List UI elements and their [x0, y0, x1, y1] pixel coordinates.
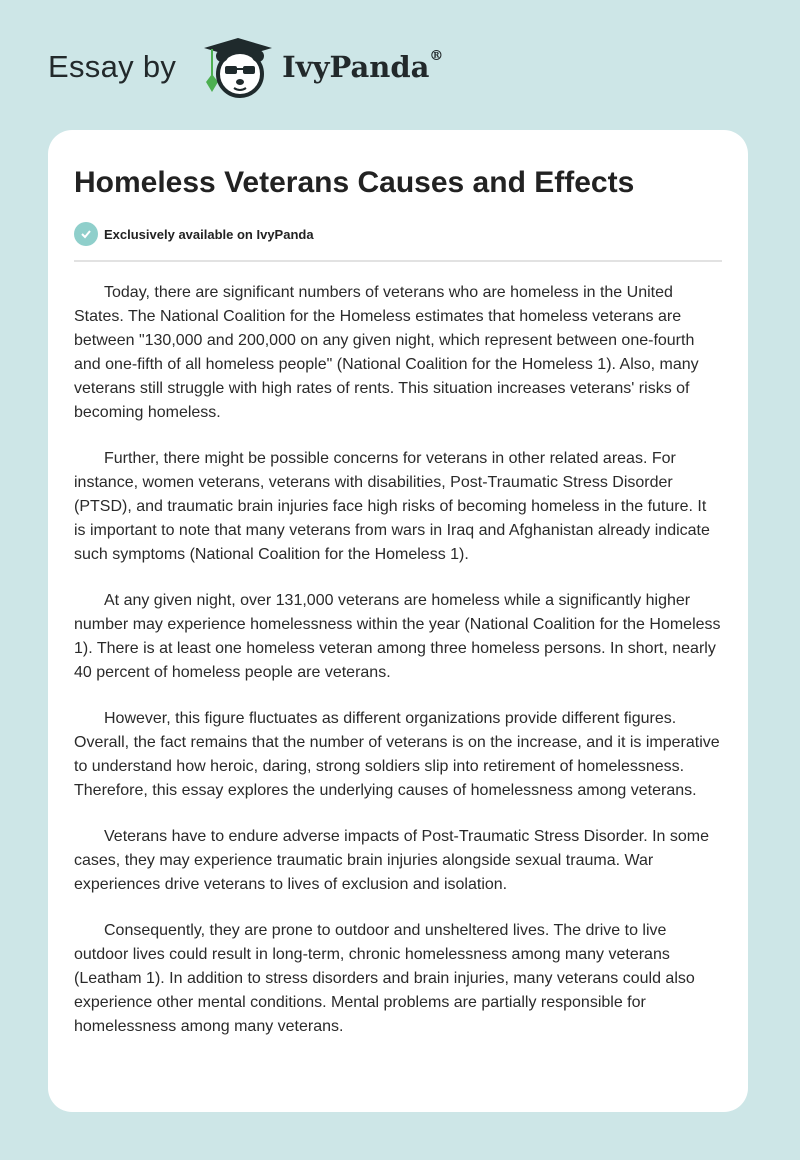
- registered-mark: ®: [429, 48, 444, 64]
- brand-text: IvyPanda: [282, 50, 430, 84]
- essay-body: [74, 281, 722, 1061]
- essay-card: [48, 130, 748, 1112]
- panda-logo-icon: [194, 34, 274, 100]
- paragraph: Further, there might be possible concerns for veterans in other related areas. For instance, women veterans, veterans with disabilities, Post-Traumatic Stress Disorder (PTSD), and traumatic brain injuries face high risks of becoming homeless in the future. It is important to note that many veterans from wars in Iraq and Afghanistan already indicate such symptoms (National Coalition for the Homeless 1).: [74, 450, 710, 563]
- essay-by-label: Essay by: [48, 49, 177, 84]
- paragraph: At any given night, over 131,000 veterans are homeless while a significantly higher number may experience homelessness within the year (National Coalition for the Homeless 1). There is at least one homeless veteran among three homeless persons. In short, nearly 40 percent of homeless people are veterans.: [74, 592, 721, 681]
- paragraph: Consequently, they are prone to outdoor and unsheltered lives. The drive to live outdoor lives could result in long-term, chronic homelessness among many veterans (Leatham 1). In addition to stress disorders and brain injuries, many veterans could also experience other mental conditions. Mental problems are partially responsible for homelessness among many veterans.: [74, 922, 695, 1035]
- paragraph: Veterans have to endure adverse impacts of Post-Traumatic Stress Disorder. In some cases, they may experience traumatic brain injuries alongside sexual trauma. War experiences drive veterans to lives of exclusion and isolation.: [74, 828, 710, 893]
- paragraph: However, this figure fluctuates as different organizations provide different figures. Overall, the fact remains that the number of veterans is on the increase, and it is imperative to understand how heroic, daring, strong soldiers slip into retirement of homelessness. Therefore, this essay explores the underlying causes of homelessness among veterans.: [74, 710, 720, 799]
- page-title: Homeless Veterans Causes and Effects: [74, 166, 635, 199]
- badge-text: Exclusively available on IvyPanda: [104, 226, 314, 242]
- site-header: [48, 34, 443, 100]
- divider: [74, 260, 722, 262]
- brand-name[interactable]: [282, 50, 443, 84]
- paragraph: Today, there are significant numbers of veterans who are homeless in the United States. The National Coalition for the Homeless estimates that homeless veterans are between "130,000 and 200,000 on any given night, which represent between one-fourth and one-fifth of all homeless people" (National Coalition for the Homeless 1). Also, many veterans still struggle with high rates of rents. This situation increases veterans' risks of becoming homeless.: [74, 284, 699, 421]
- exclusive-badge: [74, 222, 314, 246]
- check-icon: [74, 222, 98, 246]
